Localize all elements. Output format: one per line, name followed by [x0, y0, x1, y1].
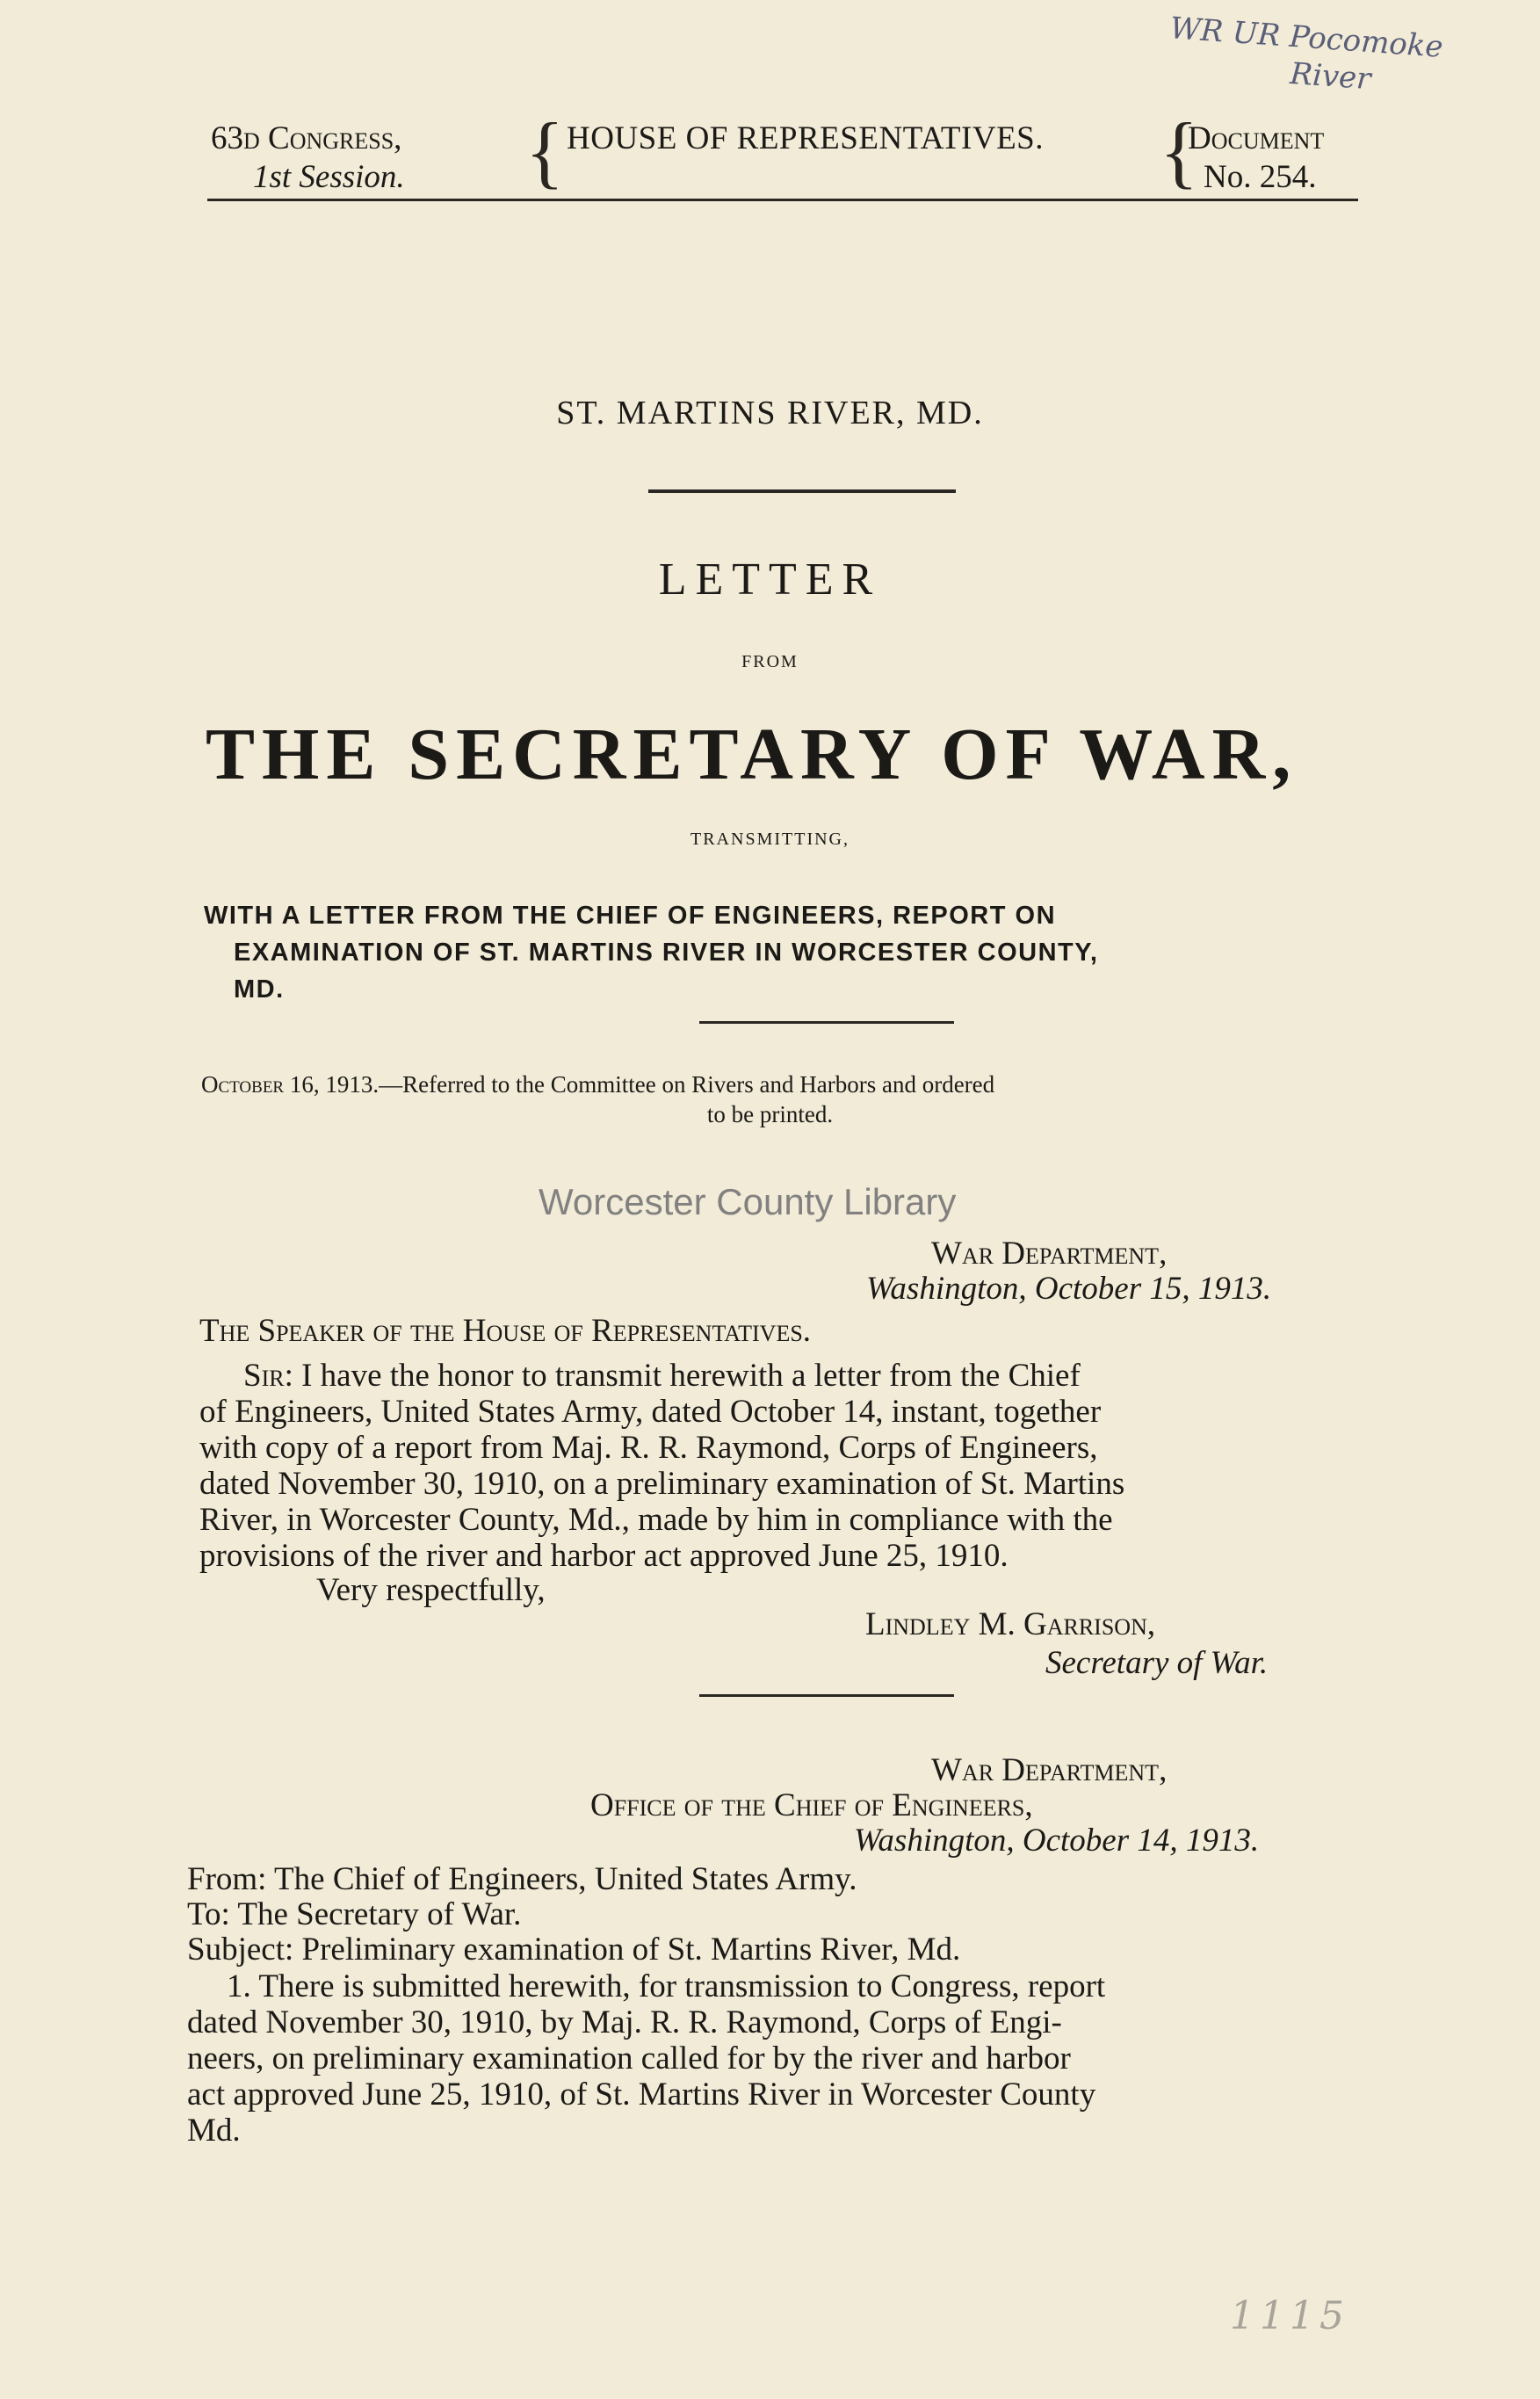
- letter1-line-5: River, in Worcester County, Md., made by him in compliance with the: [199, 1502, 1113, 1538]
- memo-from: [187, 1861, 857, 1897]
- war-department-label: War Department,: [931, 1236, 1168, 1272]
- transmitting-label: TRANSMITTING,: [690, 830, 850, 849]
- letter1-line-2: of Engineers, United States Army, dated October 14, instant, together: [199, 1394, 1102, 1430]
- signer-title: Secretary of War.: [1045, 1645, 1269, 1681]
- referral-date: October 16, 1913.: [201, 1071, 380, 1098]
- referral-line-2: to be printed.: [706, 1101, 834, 1127]
- document-label: Document: [1188, 120, 1325, 156]
- handwritten-line-2: River: [1289, 55, 1372, 98]
- session-label: 1st Session.: [253, 159, 405, 195]
- memo-subject-text: Preliminary examination of St. Martins River, Md.: [293, 1932, 961, 1968]
- document-number: No. 254.: [1204, 159, 1317, 195]
- letter1-line-1-text: I have the honor to transmit herewith a letter from the Chief: [293, 1358, 1081, 1394]
- memo-to-text: The Secretary of War.: [229, 1896, 522, 1932]
- subtitle-rule: [699, 1021, 954, 1024]
- letter2-place-date: Washington, October 14, 1913.: [854, 1823, 1260, 1859]
- memo-to: [187, 1896, 521, 1932]
- letter1-line-1: [243, 1358, 1081, 1394]
- letter2-para-line-5: Md.: [187, 2113, 241, 2149]
- war-department-label-2: War Department,: [931, 1752, 1168, 1788]
- memo-to-label: To:: [187, 1896, 230, 1932]
- letter2-para-line-1: 1. There is submitted herewith, for transmission to Congress, report: [227, 1968, 1106, 2004]
- from-label: FROM: [741, 652, 799, 671]
- subtitle-line-3: MD.: [234, 975, 285, 1004]
- letter2-para-line-3: neers, on preliminary examination called for by the river and harbor: [187, 2040, 1071, 2076]
- letter-heading: LETTER: [658, 554, 882, 605]
- subtitle-line-2: EXAMINATION OF ST. MARTINS RIVER IN WORCESTER COUNTY,: [234, 939, 1099, 967]
- subtitle-line-1: WITH A LETTER FROM THE CHIEF OF ENGINEERS, REPORT ON: [204, 902, 1057, 930]
- memo-from-text: The Chief of Engineers, United States Army.: [266, 1861, 857, 1897]
- left-brace-icon: {: [525, 106, 565, 196]
- letter1-addressee: The Speaker of the House of Representatives.: [199, 1313, 812, 1349]
- salutation: Sir:: [243, 1358, 293, 1394]
- congress-label: 63d Congress,: [211, 120, 402, 156]
- place-title: ST. MARTINS RIVER, MD.: [556, 395, 984, 431]
- letter2-para-line-2: dated November 30, 1910, by Maj. R. R. Raymond, Corps of Engi-: [187, 2004, 1062, 2040]
- letter1-line-3: with copy of a report from Maj. R. R. Raymond, Corps of Engineers,: [199, 1430, 1098, 1466]
- office-chief-label: Office of the Chief of Engineers,: [590, 1787, 1033, 1823]
- memo-subject: [187, 1932, 960, 1968]
- letter-separator-rule: [699, 1694, 954, 1697]
- secretary-heading: THE SECRETARY OF WAR,: [206, 714, 1298, 795]
- title-rule: [648, 489, 956, 493]
- referral-line-1: [201, 1070, 994, 1099]
- handwritten-line-1: WR UR Pocomoke: [1168, 11, 1444, 65]
- letter1-place-date: Washington, October 15, 1913.: [866, 1271, 1272, 1307]
- signer-name: Lindley M. Garrison,: [865, 1606, 1156, 1642]
- letter1-line-6: provisions of the river and harbor act approved June 25, 1910.: [199, 1538, 1009, 1574]
- memo-from-label: From:: [187, 1861, 267, 1897]
- letter1-line-4: dated November 30, 1910, on a preliminary examination of St. Martins: [199, 1466, 1125, 1502]
- header-rule: [207, 199, 1358, 201]
- referral-text: —Referred to the Committee on Rivers and Harbors and ordered: [379, 1071, 995, 1098]
- right-brace-icon: {: [1160, 106, 1199, 196]
- letter1-closing: Very respectfully,: [316, 1572, 546, 1608]
- memo-subject-label: Subject:: [187, 1932, 294, 1968]
- letter2-para-line-4: act approved June 25, 1910, of St. Martins River in Worcester County: [187, 2076, 1096, 2113]
- house-label: HOUSE OF REPRESENTATIVES.: [567, 120, 1045, 156]
- pencil-page-number: 1115: [1230, 2294, 1349, 2338]
- handwritten-note: [1166, 10, 1443, 103]
- library-watermark: Worcester County Library: [539, 1181, 957, 1222]
